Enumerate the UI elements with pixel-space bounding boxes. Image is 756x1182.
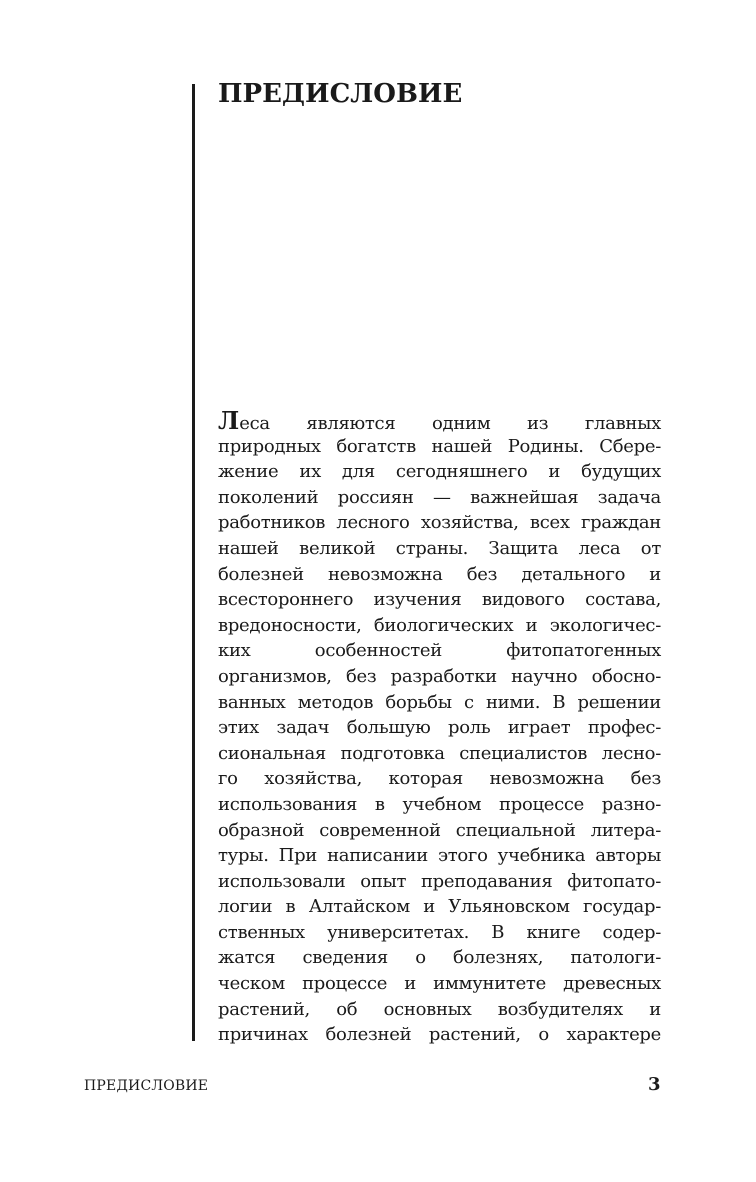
text-line-5: работников лесного хозяйства, всех граждан xyxy=(218,512,661,534)
text-line-4: поколений россиян — важнейшая задача xyxy=(218,486,661,508)
text-line-23: ческом процессе и иммунитете древесных xyxy=(218,973,661,995)
text-line-14: сиональная подготовка специалистов лесно- xyxy=(218,742,661,764)
text-line-2: природных богатств нашей Родины. Сбере- xyxy=(218,435,661,457)
running-head: ПРЕДИСЛОВИЕ xyxy=(84,1078,209,1094)
text-line-16: использования в учебном процессе разно- xyxy=(218,793,661,815)
text-line-15: го хозяйства, которая невозможна без xyxy=(218,768,661,790)
text-line-20: логии в Алтайском и Ульяновском государ- xyxy=(218,896,661,918)
vertical-rule xyxy=(192,84,195,1041)
text-line-17: образной современной специальной литера- xyxy=(218,819,661,841)
text-line-7: болезней невозможна без детального и xyxy=(218,563,661,585)
text-line-25: причинах болезней растений, о характере xyxy=(218,1024,661,1046)
chapter-title: ПРЕДИСЛОВИЕ xyxy=(218,79,463,109)
page-number: 3 xyxy=(648,1074,661,1095)
drop-cap: Л xyxy=(218,406,240,435)
text-line-9: вредоносности, биологических и экологичес- xyxy=(218,614,661,636)
body-text xyxy=(218,408,661,1048)
text-line-1 xyxy=(218,408,661,434)
text-line-11: организмов, без разработки научно обосно- xyxy=(218,665,661,687)
text-line-18: туры. При написании этого учебника авторы xyxy=(218,845,661,867)
text-line-8: всестороннего изучения видового состава, xyxy=(218,589,661,611)
text-line-12: ванных методов борьбы с ними. В решении xyxy=(218,691,661,713)
text-line-1-rest: еса являются одним из главных xyxy=(239,413,661,434)
text-line-10: ких особенностей фитопатогенных xyxy=(218,640,661,662)
text-line-21: ственных университетах. В книге содер- xyxy=(218,921,661,943)
text-line-6: нашей великой страны. Защита леса от xyxy=(218,537,661,559)
text-line-19: использовали опыт преподавания фитопато- xyxy=(218,870,661,892)
text-line-13: этих задач большую роль играет профес- xyxy=(218,717,661,739)
text-line-3: жение их для сегодняшнего и будущих xyxy=(218,461,661,483)
text-line-24: растений, об основных возбудителях и xyxy=(218,998,661,1020)
text-line-22: жатся сведения о болезнях, патологи- xyxy=(218,947,661,969)
